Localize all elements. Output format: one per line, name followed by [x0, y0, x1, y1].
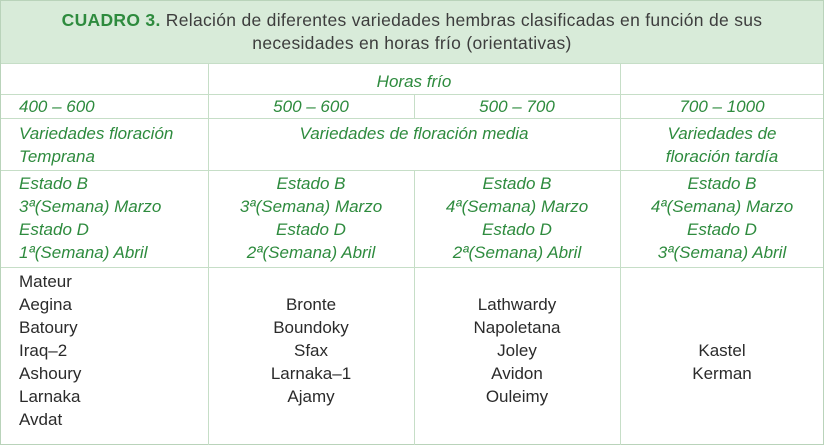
estado-line: 1ª(Semana) Abril	[19, 243, 148, 262]
varieties-col1	[1, 270, 208, 431]
estado-line: Estado D	[687, 220, 757, 239]
floracion-media: Variedades de floración media	[299, 124, 529, 143]
variety-item: Sfax	[293, 341, 329, 360]
variety-item: Larnaka	[19, 387, 81, 406]
range-col3: 500 – 700	[479, 97, 555, 116]
floracion-tardia-line: floración tardía	[665, 147, 779, 166]
horas-frio-header: Horas frío	[376, 72, 452, 91]
caption-text-line1: Relación de diferentes variedades hembras clasificadas en función de sus	[160, 10, 763, 30]
estado-line: 4ª(Semana) Marzo	[445, 197, 589, 216]
estado-line: Estado B	[276, 174, 346, 193]
floracion-temprana-line: Variedades floración	[19, 124, 174, 143]
estado-line: Estado B	[19, 174, 88, 193]
variety-item: Aegina	[19, 295, 72, 314]
range-col1: 400 – 600	[19, 97, 95, 116]
varieties-col2	[208, 293, 414, 408]
variety-item: Ouleimy	[485, 387, 549, 406]
estado-col3	[414, 172, 620, 264]
estado-line: Estado D	[19, 220, 89, 239]
estado-line: 4ª(Semana) Marzo	[650, 197, 794, 216]
estado-line: 2ª(Semana) Abril	[246, 243, 376, 262]
estado-line: Estado B	[482, 174, 552, 193]
estado-line: Estado B	[687, 174, 757, 193]
varieties-col3	[414, 293, 620, 408]
estado-col1	[1, 172, 208, 264]
row-divider	[1, 170, 823, 171]
floracion-temprana	[1, 122, 208, 168]
range-col2: 500 – 600	[273, 97, 349, 116]
variety-item: Napoletana	[473, 318, 561, 337]
floracion-tardia-line: Variedades de	[667, 124, 777, 143]
estado-line: 3ª(Semana) Abril	[657, 243, 787, 262]
variety-item: Batoury	[19, 318, 78, 337]
variety-item: Kastel	[698, 341, 746, 360]
variety-item: Ashoury	[19, 364, 82, 383]
estado-line: 3ª(Semana) Marzo	[19, 197, 162, 216]
row-divider	[1, 267, 823, 268]
variety-item: Boundoky	[273, 318, 349, 337]
row-divider	[1, 118, 823, 119]
estado-line: Estado D	[482, 220, 552, 239]
variety-item: Lathwardy	[477, 295, 557, 314]
variety-item: Bronte	[285, 295, 337, 314]
variety-item: Ajamy	[287, 387, 335, 406]
table-caption	[1, 1, 823, 64]
floracion-temprana-line: Temprana	[19, 147, 95, 166]
variety-item: Kerman	[692, 364, 752, 383]
variety-item: Mateur	[19, 272, 72, 291]
varieties-col4	[620, 339, 824, 385]
variety-item: Iraq–2	[19, 341, 68, 360]
variety-item: Avidon	[491, 364, 543, 383]
estado-line: 3ª(Semana) Marzo	[239, 197, 383, 216]
caption-text-line2: necesidades en horas frío (orientativas)	[252, 33, 572, 53]
estado-line: Estado D	[276, 220, 346, 239]
estado-line: 2ª(Semana) Abril	[452, 243, 582, 262]
variety-item: Avdat	[19, 410, 63, 429]
floracion-tardia	[620, 122, 824, 168]
variety-item: Larnaka–1	[270, 364, 352, 383]
estado-col2	[208, 172, 414, 264]
variety-item: Joley	[497, 341, 537, 360]
caption-label: CUADRO 3.	[61, 10, 161, 30]
estado-col4	[620, 172, 824, 264]
range-col4: 700 – 1000	[679, 97, 765, 116]
